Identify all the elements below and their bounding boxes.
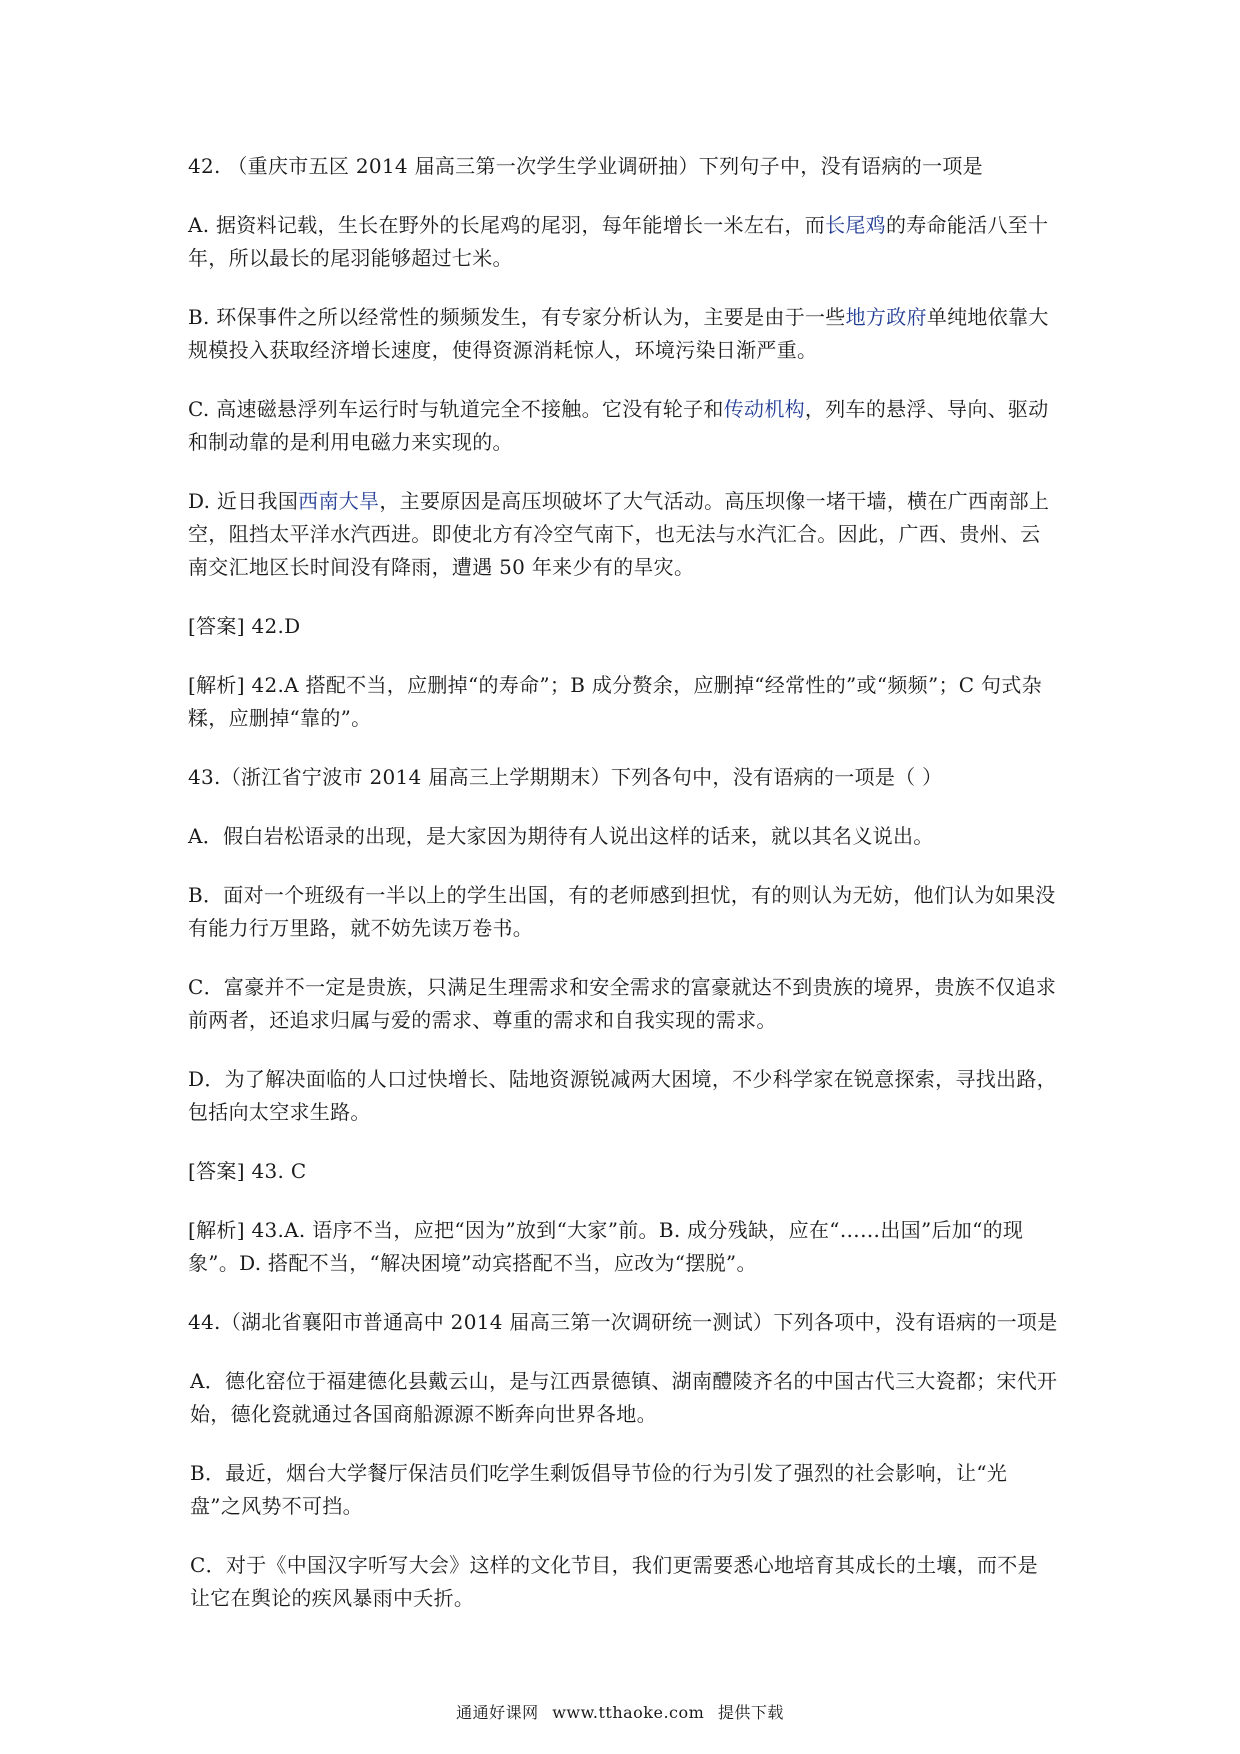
page-footer [0,1700,1240,1723]
q43-option-b: B．面对一个班级有一半以上的学生出国，有的老师感到担忧，有的则认为无妨，他们认为如果没有能力行万里路，就不妨先读万卷书。 [188,883,1056,940]
q42-a-text: A. 据资料记载，生长在野外的长尾鸡的尾羽，每年能增长一米左右，而 [188,213,826,237]
q44-option-b: B．最近，烟台大学餐厅保洁员们吃学生剩饭倡导节俭的行为引发了强烈的社会影响，让“光盘”之风势不可挡。 [190,1461,1008,1518]
q42-c-link[interactable]: 传动机构 [723,397,805,421]
q42-a-text-end: 的寿命能活八至十年，所以最长的尾羽能够超过七米。 [188,213,1049,270]
q42-c-text: C. 高速磁悬浮列车运行时与轨道完全不接触。它没有轮子和 [188,397,724,421]
document-body [188,150,1058,1641]
footer-site-name: 通通好课网 [456,1703,539,1722]
q43-option-c: C．富豪并不一定是贵族，只满足生理需求和安全需求的富豪就达不到贵族的境界，贵族不仅追求前两者，还追求归属与爱的需求、尊重的需求和自我实现的需求。 [188,975,1057,1032]
q42-d-text-end: ，主要原因是高压坝破坏了大气活动。高压坝像一堵干墙，横在广西南部上空，阻挡太平洋水汽西进。即使北方有冷空气南下，也无法与水汽汇合。因此，广西、贵州、云南交汇地区长时间没有降雨，遭遇 50 年来少有的旱灾。 [188,489,1050,579]
q43-answer: [答案] 43. C [188,1159,307,1183]
q42-analysis: [解析] 42.A 搭配不当，应删掉“的寿命”；B 成分赘余，应删掉“经常性的”或“频频”；C 句式杂糅，应删掉“靠的”。 [188,673,1042,730]
q42-option-d [188,485,1058,584]
footer-suffix: 提供下载 [717,1703,784,1722]
q42-b-link[interactable]: 地方政府 [845,305,927,329]
q42-c-text-end: ，列车的悬浮、导向、驱动和制动靠的是利用电磁力来实现的。 [188,397,1049,454]
q44-option-a: A．德化窑位于福建德化县戴云山，是与江西景德镇、湖南醴陵齐名的中国古代三大瓷都；宋代开始，德化瓷就通过各国商船源源不断奔向世界各地。 [190,1369,1058,1426]
q43-analysis: [解析] 43.A. 语序不当，应把“因为”放到“大家”前。B. 成分残缺，应在“……出国”后加“的现象”。D. 搭配不当，“解决困境”动宾搭配不当，应改为“摆脱”。 [188,1218,1024,1275]
q43-question: 43.（浙江省宁波市 2014 届高三上学期期末）下列各句中，没有语病的一项是（ ） [188,765,943,789]
q43-option-d: D．为了解决面临的人口过快增长、陆地资源锐减两大困境，不少科学家在锐意探索，寻找出路，包括向太空求生路。 [188,1067,1057,1124]
q42-option-a [188,209,1058,275]
q42-answer: [答案] 42.D [188,614,301,638]
q42-d-text: D. 近日我国 [188,489,299,513]
q42-option-c [188,393,1058,459]
q42-b-text: B. 环保事件之所以经常性的频频发生，有专家分析认为，主要是由于一些 [188,305,846,329]
q42-b-text-end: 单纯地依靠大规模投入获取经济增长速度，使得资源消耗惊人，环境污染日渐严重。 [188,305,1049,362]
q44-option-c: C．对于《中国汉字听写大会》这样的文化节目，我们更需要悉心地培育其成长的土壤，而不是让它在舆论的疾风暴雨中夭折。 [190,1553,1038,1610]
footer-url[interactable]: www.tthaoke.com [552,1703,705,1722]
q42-option-b [188,301,1058,367]
q43-option-a: A．假白岩松语录的出现，是大家因为期待有人说出这样的话来，就以其名义说出。 [188,824,934,848]
q42-question: 42. （重庆市五区 2014 届高三第一次学生学业调研抽）下列句子中，没有语病的一项是 [188,154,983,178]
q44-question: 44.（湖北省襄阳市普通高中 2014 届高三第一次调研统一测试）下列各项中，没有语病的一项是 [188,1310,1058,1334]
q42-d-link[interactable]: 西南大旱 [298,489,380,513]
q42-a-link[interactable]: 长尾鸡 [825,213,886,237]
